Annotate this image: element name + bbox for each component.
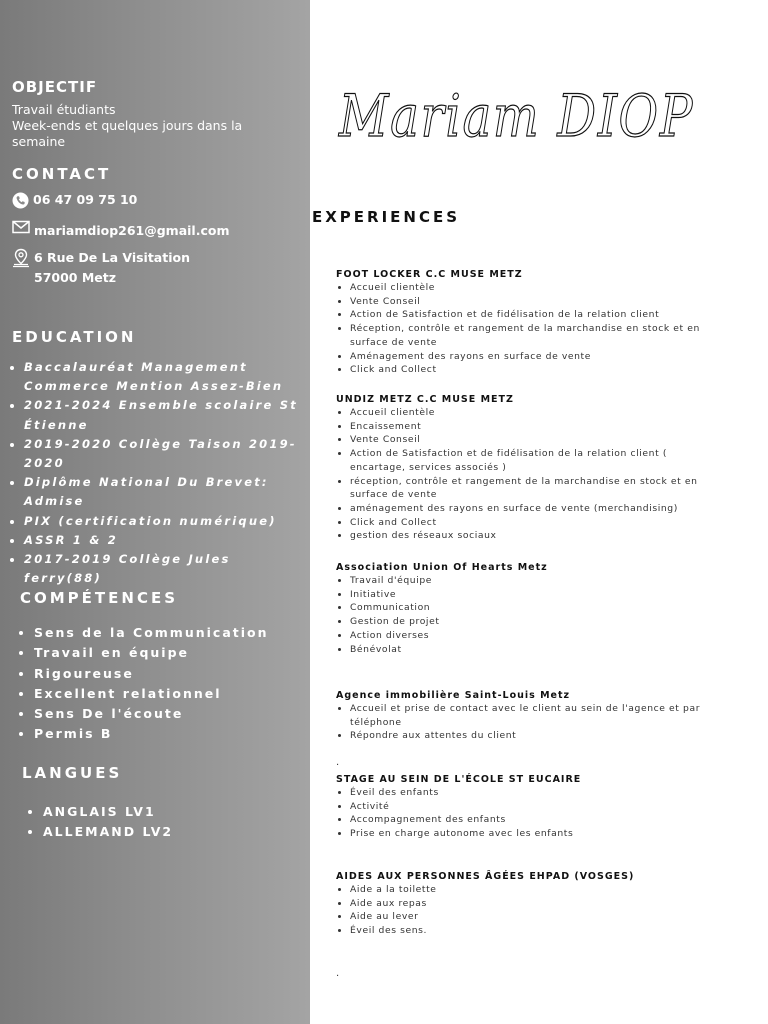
task-item: • gestion des réseaux sociaux — [350, 529, 706, 543]
task-item: • Travail d'équipe — [350, 574, 706, 588]
skill-item: • Sens de la Communication — [34, 623, 269, 643]
job-tasks — [336, 702, 706, 743]
objective-line-1: Travail étudiants — [12, 102, 116, 117]
education-item: • ASSR 1 & 2 — [24, 531, 309, 550]
task-item: • Accompagnement des enfants — [350, 813, 706, 827]
sidebar — [0, 0, 310, 1024]
task-item: • Accueil clientèle — [350, 406, 706, 420]
job-title: UNDIZ METZ C.C MUSE METZ — [336, 394, 514, 405]
languages-title: LANGUES — [22, 764, 123, 782]
objective-title: OBJECTIF — [12, 78, 98, 96]
separator-dot: . — [336, 757, 340, 768]
task-item: • Aménagement des rayons en surface de vente — [350, 350, 706, 364]
skill-item: • Sens De l'écoute — [34, 704, 269, 724]
task-item: • Aide au lever — [350, 910, 706, 924]
job-entry — [336, 871, 706, 938]
skills-list — [16, 623, 269, 745]
job-entry — [336, 774, 706, 841]
task-item: • Initiative — [350, 588, 706, 602]
mail-icon — [12, 220, 30, 234]
education-item: • PIX (certification numérique) — [24, 512, 309, 531]
job-tasks — [336, 281, 706, 377]
task-item: • Click and Collect — [350, 363, 706, 377]
task-item: • Accueil clientèle — [350, 281, 706, 295]
education-list — [8, 358, 309, 588]
task-item: • Vente Conseil — [350, 295, 706, 309]
job-entry — [336, 562, 706, 656]
objective-line-2: Week-ends et quelques jours dans la semaine — [12, 118, 243, 149]
email-address: mariamdiop261@gmail.com — [34, 223, 230, 238]
job-title: Agence immobilière Saint-Louis Metz — [336, 690, 571, 701]
job-title: Association Union Of Hearts Metz — [336, 562, 548, 573]
name-signature — [335, 70, 735, 160]
task-item: • Communication — [350, 601, 706, 615]
task-item: • Activité — [350, 800, 706, 814]
education-item: • Baccalauréat Management Commerce Mention Assez-Bien — [24, 358, 309, 396]
education-item: • 2019-2020 Collège Taison 2019-2020 — [24, 435, 309, 473]
job-tasks — [336, 786, 706, 841]
task-item: • Réception, contrôle et rangement de la marchandise en stock et en surface de vente — [350, 322, 706, 349]
education-item: • 2017-2019 Collège Jules ferry(88) — [24, 550, 309, 588]
contact-phone — [12, 192, 137, 209]
objective-text — [12, 102, 262, 150]
task-item: • Action de Satisfaction et de fidélisation de la relation client — [350, 308, 706, 322]
skill-item: • Excellent relationnel — [34, 684, 269, 704]
skills-title: COMPÉTENCES — [20, 589, 179, 607]
task-item: • Action diverses — [350, 629, 706, 643]
job-title: STAGE AU SEIN DE L'ÉCOLE ST EUCAIRE — [336, 774, 582, 785]
task-item: • Éveil des enfants — [350, 786, 706, 800]
job-title: AIDES AUX PERSONNES ÂGÉES EHPAD (VOSGES) — [336, 871, 635, 882]
address: 6 Rue De La Visitation 57000 Metz — [34, 250, 190, 285]
task-item: • Répondre aux attentes du client — [350, 729, 706, 743]
education-item: • 2021-2024 Ensemble scolaire St Étienne — [24, 396, 309, 434]
education-title: EDUCATION — [12, 328, 137, 346]
skill-item: • Permis B — [34, 724, 269, 744]
job-tasks — [336, 406, 706, 543]
task-item: • Prise en charge autonome avec les enfants — [350, 827, 706, 841]
task-item: • Gestion de projet — [350, 615, 706, 629]
task-item: • Click and Collect — [350, 516, 706, 530]
contact-title: CONTACT — [12, 165, 112, 183]
skill-item: • Rigoureuse — [34, 664, 269, 684]
task-item: • Bénévolat — [350, 643, 706, 657]
task-item: • Vente Conseil — [350, 433, 706, 447]
phone-icon — [12, 192, 29, 209]
languages-list — [26, 802, 173, 842]
job-entry — [336, 269, 706, 377]
task-item: • Éveil des sens. — [350, 924, 706, 938]
phone-number: 06 47 09 75 10 — [33, 192, 138, 207]
task-item: • aménagement des rayons en surface de vente (merchandising) — [350, 502, 706, 516]
task-item: • Accueil et prise de contact avec le client au sein de l'agence et par téléphone — [350, 702, 706, 729]
contact-address — [12, 248, 234, 288]
job-tasks — [336, 883, 706, 938]
name-text: Mariam DIOP — [338, 82, 694, 150]
task-item: • Aide a la toilette — [350, 883, 706, 897]
language-item: • ANGLAIS LV1 — [43, 802, 173, 822]
job-title: FOOT LOCKER C.C MUSE METZ — [336, 269, 523, 280]
task-item: • Action de Satisfaction et de fidélisation de la relation client ( encartage, services associés ) — [350, 447, 706, 474]
job-entry — [336, 690, 706, 743]
job-tasks — [336, 574, 706, 656]
task-item: • Encaissement — [350, 420, 706, 434]
job-entry — [336, 394, 706, 543]
experience-title: EXPERIENCES — [312, 208, 461, 226]
contact-email — [12, 220, 229, 238]
language-item: • ALLEMAND LV2 — [43, 822, 173, 842]
location-pin-icon — [12, 248, 30, 268]
skill-item: • Travail en équipe — [34, 643, 269, 663]
task-item: • réception, contrôle et rangement de la marchandise en stock et en surface de vente — [350, 475, 706, 502]
separator-dot: . — [336, 968, 340, 979]
task-item: • Aide aux repas — [350, 897, 706, 911]
education-item: • Diplôme National Du Brevet: Admise — [24, 473, 309, 511]
